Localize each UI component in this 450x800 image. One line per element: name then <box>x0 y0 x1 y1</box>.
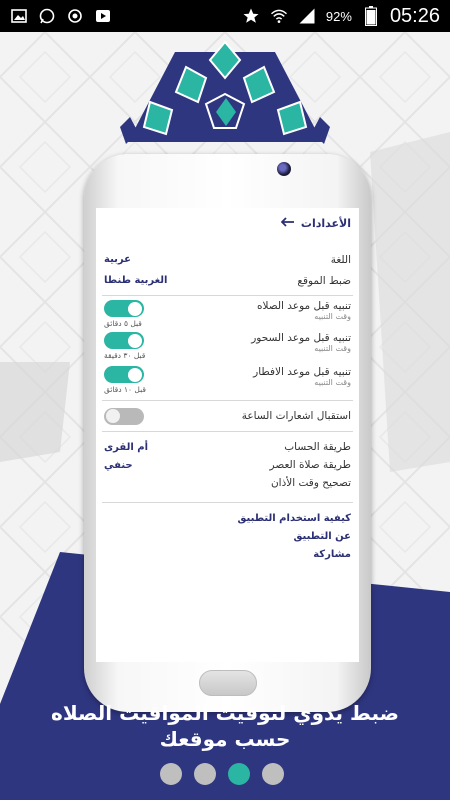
location-label: ضبط الموقع <box>297 274 351 287</box>
language-label: اللغة <box>330 253 351 266</box>
prayer-alert-row[interactable] <box>96 296 359 330</box>
clock: 05:26 <box>389 4 440 27</box>
star-icon <box>242 7 260 25</box>
watch-notifications-toggle[interactable] <box>104 408 144 425</box>
share-row[interactable] <box>96 545 359 563</box>
home-button <box>199 670 257 696</box>
how-to-use-row[interactable] <box>96 509 359 527</box>
background <box>0 32 450 800</box>
gallery-icon <box>10 7 28 25</box>
suhoor-alert-row[interactable] <box>96 330 359 364</box>
signal-icon <box>298 7 316 25</box>
iftar-alert-note: قبل ١٠ دقائق <box>104 385 146 394</box>
suhoor-alert-sub: وقت التنبيه <box>314 344 351 353</box>
wifi-icon <box>270 7 288 25</box>
suhoor-alert-note: قبل ٣٠ دقيقة <box>104 351 146 360</box>
phone-mockup <box>84 154 371 712</box>
calc-method-value[interactable]: أم القرى <box>104 441 149 453</box>
caption-line-2: حسب موقعك <box>159 727 291 751</box>
location-row[interactable] <box>96 270 359 291</box>
status-bar <box>0 0 450 32</box>
pager-dots[interactable] <box>160 763 284 785</box>
location-value[interactable]: الغربية طنطا <box>104 275 168 286</box>
adhan-fix-row[interactable] <box>96 474 359 492</box>
pager-dot[interactable] <box>262 763 284 785</box>
battery-percent: 92% <box>325 8 352 24</box>
watch-notifications-row[interactable] <box>96 401 359 431</box>
how-to-use-link[interactable]: كيفية استخدام التطبيق <box>237 512 351 524</box>
pager-dot[interactable] <box>160 763 182 785</box>
language-row[interactable] <box>96 249 359 270</box>
about-link[interactable]: عن التطبيق <box>293 530 351 542</box>
calc-method-label: طريقة الحساب <box>284 441 351 453</box>
caption-line-1: ضبط يدوي لتوقيت المواقيت الصلاه <box>51 701 399 725</box>
calc-method-row[interactable] <box>96 438 359 456</box>
whatsapp-icon <box>38 7 56 25</box>
sync-icon <box>66 7 84 25</box>
adhan-fix-label: تصحيح وقت الأذان <box>270 477 351 489</box>
prayer-alert-sub: وقت التنبيه <box>314 312 351 321</box>
iftar-alert-row[interactable] <box>96 364 359 400</box>
camera-icon <box>277 162 291 176</box>
watch-notifications-label: استقبال اشعارات الساعة <box>241 410 351 422</box>
back-arrow-icon[interactable] <box>281 217 295 230</box>
asr-method-label: طريقة صلاة العصر <box>269 459 351 471</box>
feature-caption <box>0 700 450 752</box>
settings-screen <box>96 208 359 662</box>
pager-dot[interactable] <box>194 763 216 785</box>
suhoor-alert-toggle[interactable] <box>104 332 144 349</box>
prayer-alert-label: تنبيه قبل موعد الصلاه <box>256 300 351 312</box>
suhoor-alert-label: تنبيه قبل موعد السحور <box>251 332 351 344</box>
prayer-alert-note: قبل ٥ دقائق <box>104 319 142 328</box>
settings-title: الأعدادات <box>300 217 351 230</box>
language-value[interactable]: عربية <box>104 254 131 265</box>
about-row[interactable] <box>96 527 359 545</box>
pager-dot-active[interactable] <box>228 763 250 785</box>
asr-method-row[interactable] <box>96 456 359 474</box>
settings-header[interactable] <box>96 208 359 239</box>
asr-method-value[interactable]: حنفي <box>104 459 133 471</box>
iftar-alert-toggle[interactable] <box>104 366 144 383</box>
iftar-alert-label: تنبيه قبل موعد الافطار <box>253 366 351 378</box>
video-icon <box>94 7 112 25</box>
battery-icon <box>362 7 380 25</box>
iftar-alert-sub: وقت التنبيه <box>314 378 351 387</box>
share-link[interactable]: مشاركة <box>313 548 351 560</box>
prayer-alert-toggle[interactable] <box>104 300 144 317</box>
